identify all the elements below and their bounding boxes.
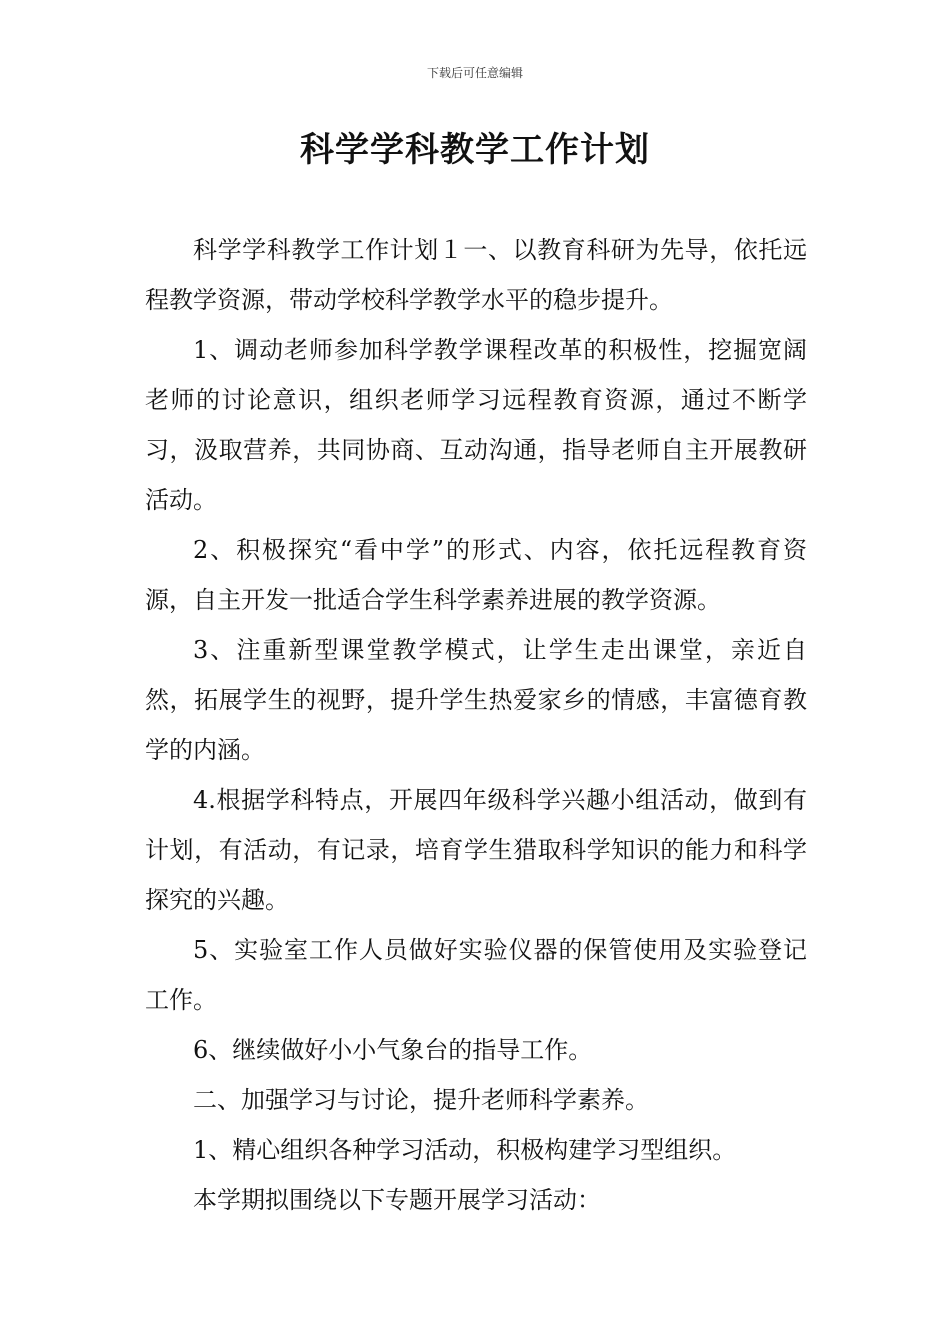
paragraph-9: 1、精心组织各种学习活动，积极构建学习型组织。 (193, 1136, 737, 1164)
paragraph-5: 4.根据学科特点，开展四年级科学兴趣小组活动，做到有计划，有活动，有记录，培育学生猎取科学知识的能力和科学探究的兴趣。 (145, 786, 807, 914)
paragraph-2: 1、调动老师参加科学教学课程改革的积极性，挖掘宽阔老师的讨论意识，组织老师学习远程教育资源，通过不断学习，汲取营养，共同协商、互动沟通，指导老师自主开展教研活动。 (145, 336, 807, 514)
paragraph-1: 科学学科教学工作计划１一、以教育科研为先导，依托远程教学资源，带动学校科学教学水平的稳步提升。 (145, 236, 807, 314)
paragraph-6: 5、实验室工作人员做好实验仪器的保管使用及实验登记工作。 (145, 936, 807, 1014)
paragraph-8: 二、加强学习与讨论，提升老师科学素养。 (193, 1086, 649, 1114)
header-note: 下载后可任意编辑 (426, 66, 523, 80)
paragraph-10: 本学期拟围绕以下专题开展学习活动： (193, 1186, 601, 1214)
paragraph-4: 3、注重新型课堂教学模式，让学生走出课堂，亲近自然，拓展学生的视野，提升学生热爱家乡的情感，丰富德育教学的内涵。 (145, 636, 807, 764)
document-body (145, 225, 807, 1225)
document-title: 科学学科教学工作计划 (300, 130, 650, 170)
paragraph-3: 2、积极探究“看中学”的形式、内容，依托远程教育资源，自主开发一批适合学生科学素养进展的教学资源。 (145, 536, 807, 614)
paragraph-7: 6、继续做好小小气象台的指导工作。 (193, 1036, 593, 1064)
